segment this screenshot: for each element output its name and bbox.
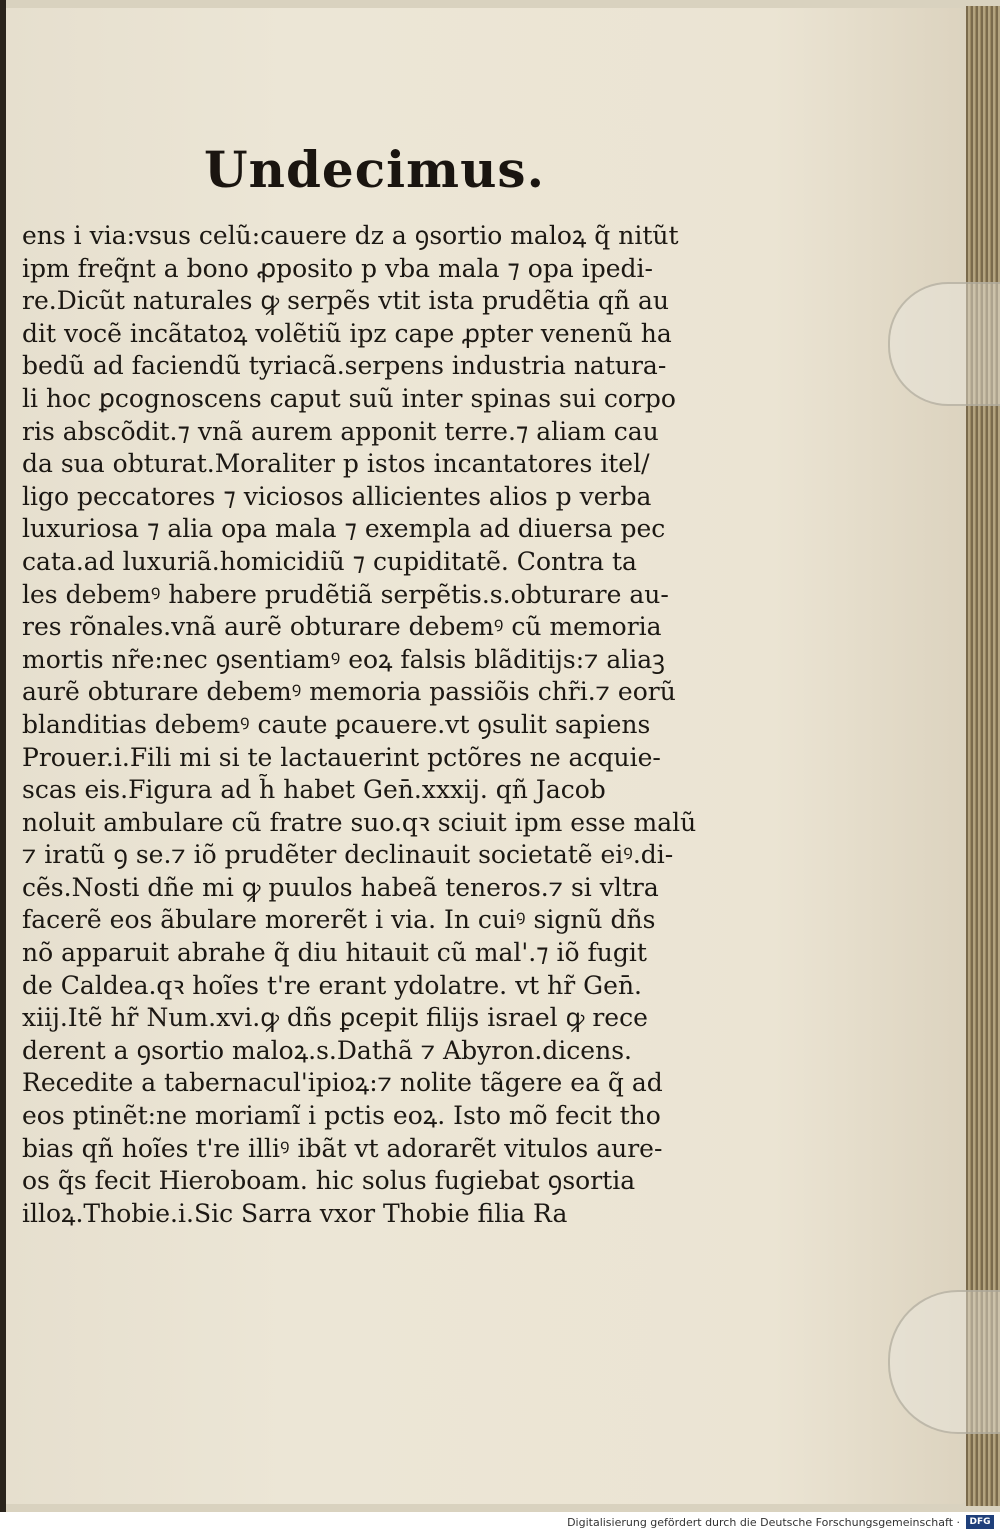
text-line: res rõnales.vnã aurẽ obturare debemꝰ cũ memoria	[22, 612, 662, 642]
text-line: aurẽ obturare debemꝰ memoria passiõis chr̃i.⁊ eorũ	[22, 677, 676, 707]
text-line: scas eis.Figura ad h̃ habet Gen̄.xxxij. qñ Jacob	[22, 775, 606, 805]
text-line: li hoc ꝑcognoscens caput suũ inter spinas sui corpo	[22, 383, 676, 413]
text-line: cata.ad luxuriã.homicidiũ ⁊ cupiditatẽ. Contra ta	[22, 546, 637, 576]
dfg-logo-badge: DFG	[966, 1515, 994, 1529]
text-line: xiij.Itẽ hr̃ Num.xvi.ꝙ dñs ꝑcepit filijs israel ꝙ rece	[22, 1003, 648, 1033]
text-line: les debemꝰ habere prudẽtiã serpẽtis.s.obturare au-	[22, 579, 669, 609]
fore-edge	[966, 6, 1000, 1506]
text-line: illoꝝ.Thobie.i.Sic Sarra vxor Thobie filia Ra	[22, 1198, 568, 1228]
text-line: mortis nr̃e:nec ꝯsentiamꝰ eoꝝ falsis blãditijs:⁊ aliaꝫ	[22, 644, 665, 674]
text-line: bias qñ hoĩes t're illiꝰ ibãt vt adorarẽt vitulos aure-	[22, 1133, 663, 1163]
text-block	[22, 220, 742, 1230]
text-line: eos ptinẽt:ne moriamĩ i pctis eoꝝ. Isto mõ fecit tho	[22, 1101, 661, 1131]
text-line: nõ apparuit abrahe q̃ diu hitauit cũ mal'.⁊ iõ fugit	[22, 938, 647, 968]
text-line: ens i via:vsus celũ:cauere dz a ꝯsortio maloꝝ q̃ nitũt	[22, 221, 679, 250]
page-header: Undecimus.	[204, 140, 545, 199]
text-line: ipm freq̃nt a bono ꝓposito p vba mala ⁊ opa ipedi-	[22, 253, 653, 283]
text-line: de Caldea.qꝛ hoĩes t're erant ydolatre. vt hr̃ Gen̄.	[22, 970, 642, 1000]
text-line: derent a ꝯsortio maloꝝ.s.Dathã ⁊ Abyron.dicens.	[22, 1035, 632, 1065]
text-line: facerẽ eos ãbulare morerẽt i via. In cuiꝰ signũ dñs	[22, 905, 656, 935]
text-line: ⁊ iratũ ꝯ se.⁊ iõ prudẽter declinauit societatẽ eiꝰ.di-	[22, 840, 674, 870]
book-page	[6, 8, 966, 1504]
text-line: Prouer.i.Fili mi si te lactauerint pctõres ne acquie-	[22, 742, 661, 772]
text-line: Recedite a tabernacul'ipioꝝ:⁊ nolite tãgere ea q̃ ad	[22, 1068, 663, 1098]
page-clip-top	[888, 282, 1000, 406]
text-line: luxuriosa ⁊ alia opa mala ⁊ exempla ad diuersa pec	[22, 514, 666, 544]
digitization-footer	[0, 1512, 1000, 1532]
text-line: noluit ambulare cũ fratre suo.qꝛ sciuit ipm esse malũ	[22, 807, 697, 837]
text-line: dit vocẽ incãtatoꝝ volẽtiũ ipz cape ꝓpter venenũ ha	[22, 318, 672, 348]
text-line: da sua obturat.Moraliter p istos incantatores itel/	[22, 449, 650, 479]
text-line: os q̃s fecit Hieroboam. hic solus fugiebat ꝯsortia	[22, 1166, 636, 1196]
text-line: blanditias debemꝰ caute ꝑcauere.vt ꝯsulit sapiens	[22, 709, 651, 739]
text-line: ligo peccatores ⁊ viciosos allicientes alios p verba	[22, 481, 652, 511]
text-line: bedũ ad faciendũ tyriacã.serpens industria natura-	[22, 351, 667, 381]
text-line: cẽs.Nosti dñe mi ꝙ puulos habeã teneros.⁊ si vltra	[22, 872, 659, 902]
text-line: re.Dicũt naturales ꝙ serpẽs vtit ista prudẽtia qñ au	[22, 286, 669, 316]
text-line: ris abscõdit.⁊ vnã aurem apponit terre.⁊ aliam cau	[22, 416, 659, 446]
footer-credit: Digitalisierung gefördert durch die Deutsche Forschungsgemeinschaft ·	[567, 1516, 960, 1529]
